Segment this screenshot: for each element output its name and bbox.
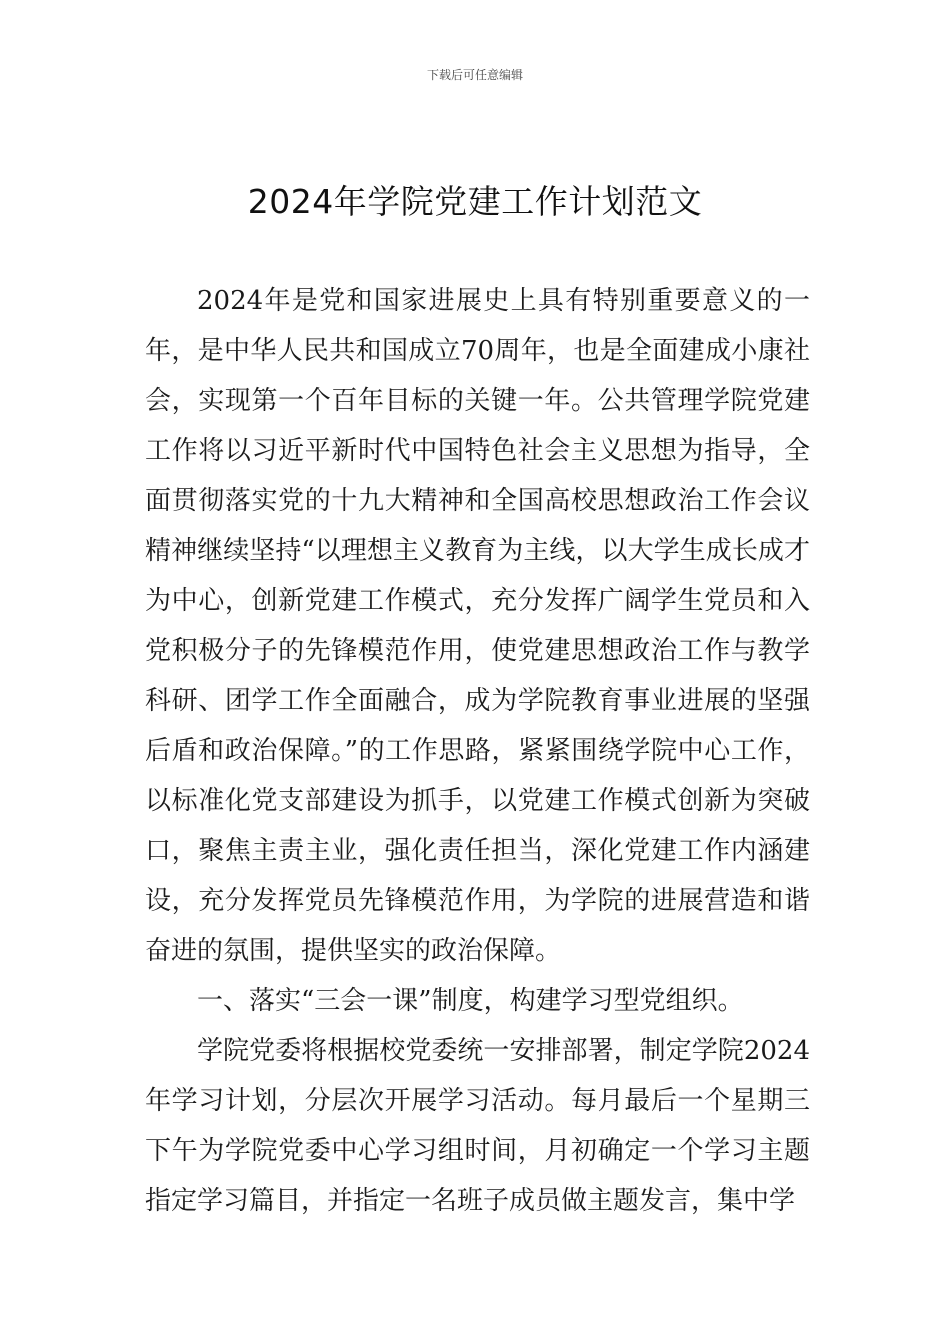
header-note: 下载后可任意编辑 [426, 68, 523, 82]
paragraph-study-plan: 学院党委将根据校党委统一安排部署，制定学院2024年学习计划，分层次开展学习活动。每月最后一个星期三下午为学院党委中心学习组时间，月初确定一个学习主题指定学习篇目，并指定一名班子成员做主题发言，集中学 [145, 1036, 810, 1216]
paragraph-intro: 2024年是党和国家进展史上具有特别重要意义的一年，是中华人民共和国成立70周年，也是全面建成小康社会，实现第一个百年目标的关键一年。公共管理学院党建工作将以习近平新时代中国特色社会主义思想为指导，全面贯彻落实党的十九大精神和全国高校思想政治工作会议精神继续坚持“以理想主义教育为主线，以大学生成长成才为中心，创新党建工作模式，充分发挥广阔学生党员和入党积极分子的先锋模范作用，使党建思想政治工作与教学科研、团学工作全面融合，成为学院教育事业进展的坚强后盾和政治保障。”的工作思路，紧紧围绕学院中心工作，以标准化党支部建设为抓手，以党建工作模式创新为突破口，聚焦主责主业，强化责任担当，深化党建工作内涵建设，充分发挥党员先锋模范作用，为学院的进展营造和谐奋进的氛围，提供坚实的政治保障。 [145, 286, 810, 966]
document-title: 2024年学院党建工作计划范文 [247, 182, 703, 221]
paragraph-section-heading: 一、落实“三会一课”制度，构建学习型党组织。 [197, 986, 744, 1016]
document-body [145, 276, 810, 1226]
